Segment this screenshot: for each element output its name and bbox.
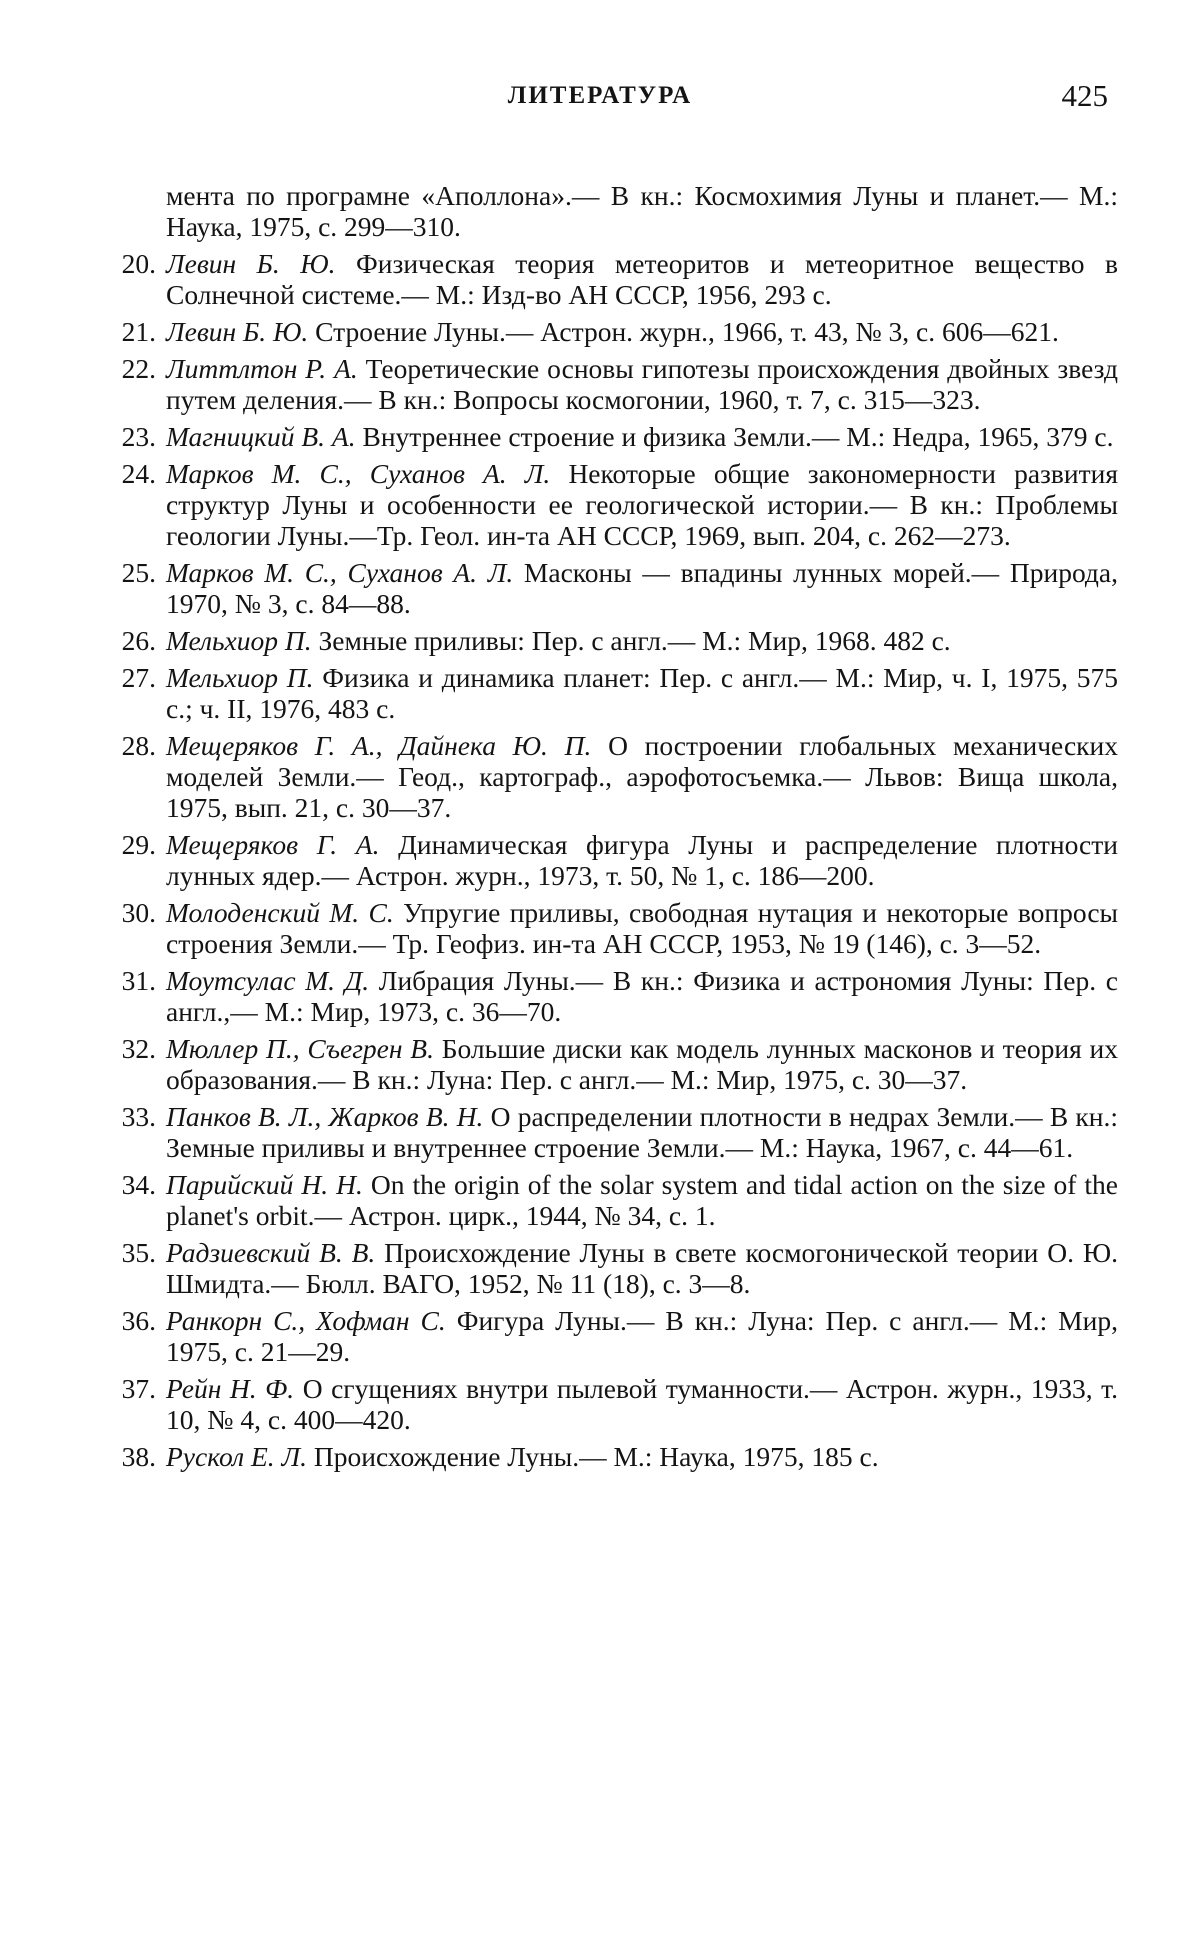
reference-text: Земные приливы: Пер. с англ.— М.: Мир, 1968. 482 с. [311,625,951,656]
reference-text: Происхождение Луны.— М.: Наука, 1975, 185 с. [307,1441,879,1472]
reference-number: 35. [121,1237,156,1268]
reference-entry [100,248,1118,310]
reference-entry [100,1033,1118,1095]
reference-number: 29. [121,829,156,860]
reference-entry [100,897,1118,959]
reference-text: Физика и динамика планет: Пер. с англ.— М.: Мир, ч. I, 1975, 575 с.; ч. II, 1976, 483 с. [166,662,1118,724]
reference-text: О построении глобальных механических моделей Земли.— Геод., картограф., аэрофотосъемка.— Львов: Вища школа, 1975, вып. 21, с. 30—37. [166,730,1118,823]
section-title: ЛИТЕРАТУРА [507,82,693,109]
reference-entry [100,965,1118,1027]
reference-entry [100,1441,1118,1472]
reference-entry [100,625,1118,656]
reference-entry [100,1169,1118,1231]
reference-author: Рускол Е. Л. [166,1441,308,1472]
reference-entry [100,316,1118,347]
reference-text: Строение Луны.— Астрон. журн., 1966, т. 43, № 3, с. 606—621. [308,316,1059,347]
reference-text: Теоретические основы гипотезы происхождения двойных звезд путем деления.— В кн.: Вопросы космогонии, 1960, т. 7, с. 315—323. [166,353,1118,415]
reference-author: Панков В. Л., Жарков В. Н. [166,1101,484,1132]
reference-entry [100,1373,1118,1435]
reference-entry [100,1237,1118,1299]
reference-number: 28. [121,730,156,761]
reference-entry [100,353,1118,415]
reference-number: 33. [121,1101,156,1132]
reference-author: Мещеряков Г. А., Дайнека Ю. П. [166,730,592,761]
reference-entry [100,1305,1118,1367]
reference-author: Моутсулас М. Д. [166,965,370,996]
reference-number: 23. [121,421,156,452]
reference-number: 30. [121,897,156,928]
running-head [0,78,1200,122]
reference-number: 32. [121,1033,156,1064]
reference-entry [100,730,1118,823]
reference-text: Либрация Луны.— В кн.: Физика и астрономия Луны: Пер. с англ.,— М.: Мир, 1973, с. 36—70. [166,965,1118,1027]
reference-entry [100,421,1118,452]
reference-author: Мельхиор П. [166,625,312,656]
reference-author: Парийский Н. Н. [166,1169,363,1200]
reference-author: Магницкий В. А. [166,421,356,452]
reference-number: 25. [121,557,156,588]
reference-text: Большие диски как модель лунных масконов и теория их образования.— В кн.: Луна: Пер. с англ.— М.: Мир, 1975, с. 30—37. [166,1033,1118,1095]
reference-number: 34. [121,1169,156,1200]
reference-number: 24. [121,458,156,489]
reference-number: 36. [121,1305,156,1336]
reference-number: 26. [121,625,156,656]
reference-entry [100,557,1118,619]
reference-number: 20. [121,248,156,279]
reference-author: Мюллер П., Съегрен В. [166,1033,434,1064]
reference-text: мента по програмне «Аполлона».— В кн.: Космохимия Луны и планет.— М.: Наука, 1975, с. 299—310. [166,180,1118,242]
reference-entry [100,829,1118,891]
reference-text: Происхождение Луны в свете космогонической теории О. Ю. Шмидта.— Бюлл. ВАГО, 1952, № 11 (18), с. 3—8. [166,1237,1118,1299]
reference-author: Левин Б. Ю. [166,248,336,279]
reference-text: О распределении плотности в недрах Земли.— В кн.: Земные приливы и внутреннее строение Земли.— М.: Наука, 1967, с. 44—61. [166,1101,1118,1163]
reference-author: Марков М. С., Суханов А. Л. [166,458,551,489]
reference-number: 22. [121,353,156,384]
reference-text: Упругие приливы, свободная нутация и некоторые вопросы строения Земли.— Тр. Геофиз. ин-та АН СССР, 1953, № 19 (146), с. 3—52. [166,897,1119,959]
reference-author: Левин Б. Ю. [166,316,309,347]
reference-author: Ранкорн С., Хофман С. [166,1305,446,1336]
reference-entry [100,1101,1118,1163]
reference-text: О сгущениях внутри пылевой туманности.— Астрон. журн., 1933, т. 10, № 4, с. 400—420. [166,1373,1118,1435]
reference-number: 31. [121,965,156,996]
reference-author: Рейн Н. Ф. [166,1373,295,1404]
reference-list [100,180,1118,1478]
reference-author: Марков М. С., Суханов А. Л. [166,557,514,588]
reference-text: Масконы — впадины лунных морей.— Природа, 1970, № 3, с. 84—88. [166,557,1118,619]
reference-entry [100,662,1118,724]
reference-author: Радзиевский В. В. [166,1237,376,1268]
reference-number: 38. [121,1441,156,1472]
reference-number: 27. [121,662,156,693]
reference-text: Внутреннее строение и физика Земли.— М.: Недра, 1965, 379 с. [355,421,1114,452]
reference-author: Мещеряков Г. А. [166,829,380,860]
reference-text: Некоторые общие закономерности развития структур Луны и особенности ее геологической истории.— В кн.: Проблемы геологии Луны.—Тр. Геол. ин-та АН СССР, 1969, вып. 204, с. 262—273. [166,458,1118,551]
reference-author: Молоденский М. С. [166,897,394,928]
reference-continuation [100,180,1118,242]
reference-number: 21. [121,316,156,347]
reference-number: 37. [121,1373,156,1404]
page-number: 425 [1061,78,1108,113]
reference-author: Мельхиор П. [166,662,314,693]
reference-text: Физическая теория метеоритов и метеоритное вещество в Солнечной системе.— М.: Изд-во АН СССР, 1956, 293 с. [166,248,1118,310]
reference-entry [100,458,1118,551]
reference-author: Литтлтон Р. А. [166,353,358,384]
reference-text: On the origin of the solar system and tidal action on the size of the planet's orbit.— Астрон. цирк., 1944, № 34, с. 1. [166,1169,1119,1231]
reference-text: Динамическая фигура Луны и распределение плотности лунных ядер.— Астрон. журн., 1973, т. 50, № 1, с. 186—200. [166,829,1118,891]
reference-text: Фигура Луны.— В кн.: Луна: Пер. с англ.— М.: Мир, 1975, с. 21—29. [166,1305,1118,1367]
